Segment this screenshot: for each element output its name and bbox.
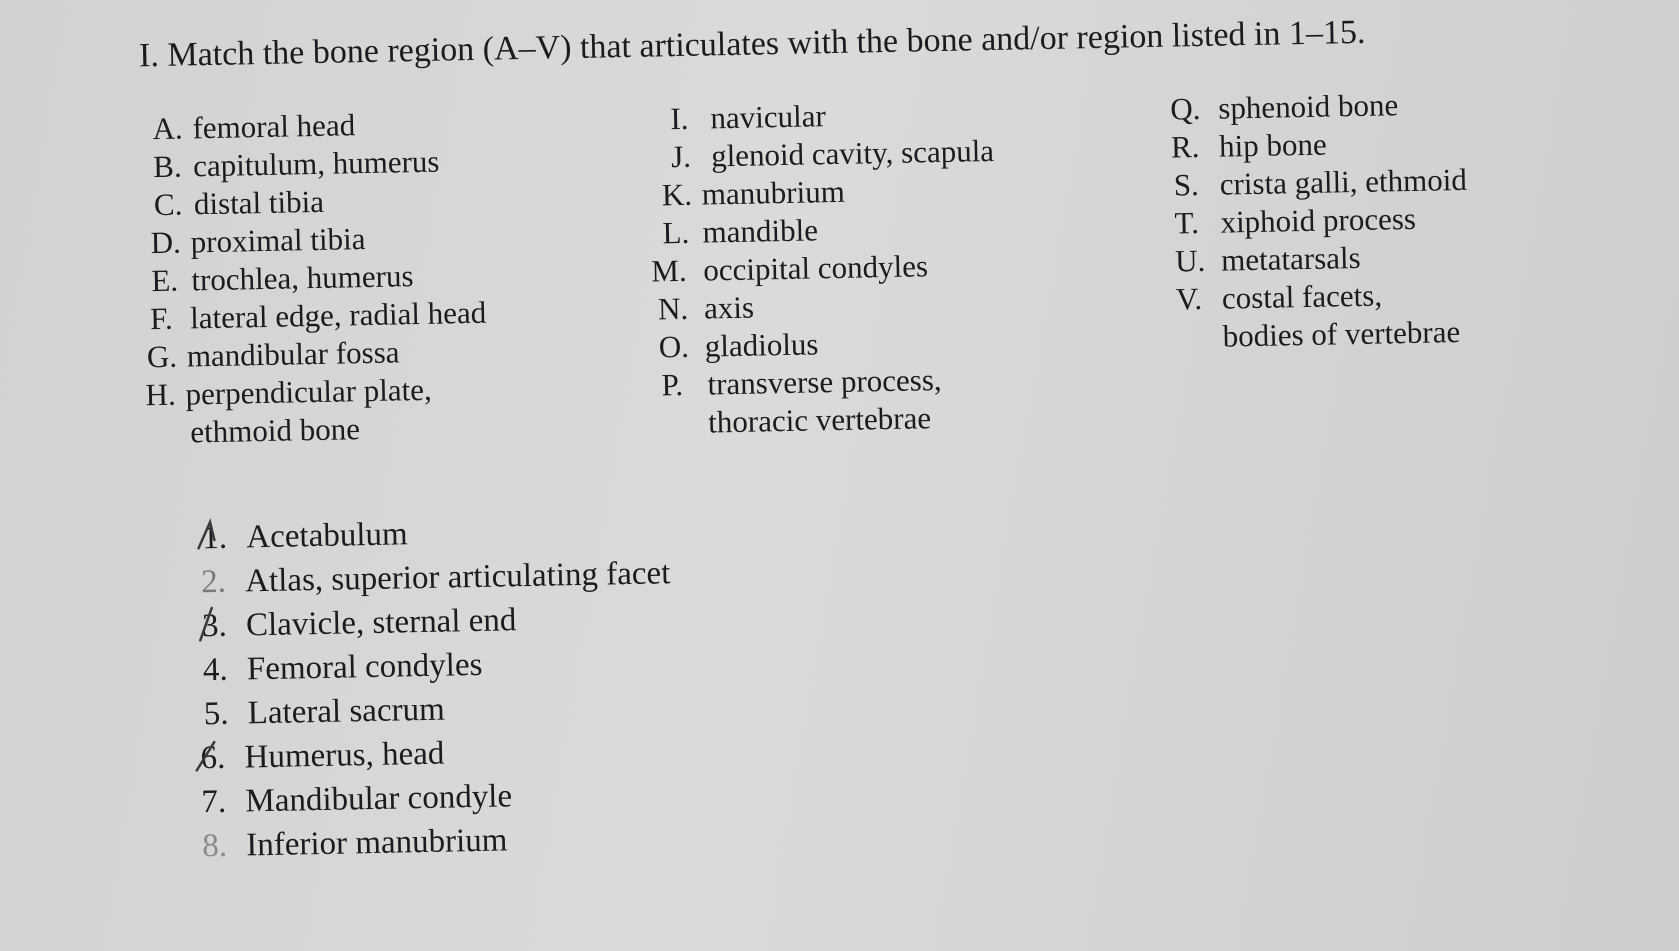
option-text: lateral edge, radial head (189, 294, 487, 336)
option-text: capitulum, humerus (192, 143, 440, 184)
option-c (154, 182, 325, 225)
option-letter: K. (661, 176, 693, 213)
option-letter: S. (1173, 167, 1200, 203)
option-t (1174, 199, 1416, 244)
option-letter: M. (650, 252, 687, 289)
option-letter: V. (1175, 280, 1203, 317)
option-letter: R. (1170, 129, 1200, 165)
question-number: 2. (200, 563, 227, 601)
option-k (661, 172, 845, 216)
option-text: trochlea, humerus (191, 258, 414, 298)
option-j (671, 131, 995, 177)
option-text: sphenoid bone (1217, 87, 1399, 126)
question-number: 5. (203, 695, 229, 733)
question-text: Inferior manubrium (245, 822, 508, 864)
option-text: gladiolus (704, 326, 819, 364)
option-h (145, 370, 432, 415)
option-text: glenoid cavity, scapula (710, 132, 995, 174)
option-text: occipital condyles (702, 248, 929, 288)
option-text: crista galli, ethmoid (1219, 161, 1468, 202)
question-4 (202, 643, 482, 692)
option-u (1175, 238, 1361, 282)
option-n (658, 288, 755, 330)
option-text: costal facets, (1221, 277, 1383, 316)
option-letter: U. (1174, 242, 1206, 279)
checkmark-icon (196, 606, 227, 643)
option-r (1171, 125, 1327, 168)
option-letter: J. (670, 138, 692, 175)
option-letter: O. (658, 328, 690, 365)
option-text: perpendicular plate, (185, 371, 433, 412)
option-text: manubrium (701, 173, 846, 212)
option-text: axis (703, 289, 755, 326)
option-letter: L. (662, 214, 690, 251)
question-text: Acetabulum (246, 516, 408, 556)
question-1 (202, 512, 408, 560)
question-6 (200, 732, 445, 781)
option-p-continued: thoracic vertebrae (707, 400, 932, 440)
question-text: Humerus, head (244, 735, 445, 776)
question-5 (203, 688, 445, 737)
option-letter: G. (146, 338, 178, 375)
option-letter: F. (149, 300, 173, 337)
question-3 (202, 598, 517, 648)
option-text: distal tibia (193, 183, 325, 222)
option-s (1173, 160, 1467, 206)
option-letter: H. (145, 376, 177, 413)
question-text: Clavicle, sternal end (245, 602, 517, 644)
option-text: mandibular fossa (186, 334, 400, 374)
exercise-title: I. Match the bone region (A–V) that articulates with the bone and/or region listed in 1–15. (138, 13, 1366, 75)
option-q (1170, 85, 1399, 129)
question-number: 8. (201, 827, 228, 865)
option-f (150, 293, 487, 339)
option-text: hip bone (1218, 126, 1327, 164)
option-text: mandible (702, 212, 819, 250)
option-m (651, 246, 928, 291)
question-number: 3. (201, 607, 228, 645)
question-number: 4. (202, 651, 228, 689)
option-letter: P. (661, 366, 684, 403)
option-text: transverse process, (707, 361, 942, 402)
question-8 (202, 818, 508, 868)
option-letter: N. (657, 290, 689, 327)
question-text: Mandibular condyle (245, 778, 513, 820)
option-letter: I. (670, 100, 689, 137)
option-text: proximal tibia (190, 221, 366, 260)
option-text: xiphoid process (1220, 200, 1417, 240)
option-d (150, 219, 366, 263)
option-text: metatarsals (1220, 239, 1361, 278)
option-h-continued: ethmoid bone (189, 411, 361, 450)
question-number: 7. (201, 783, 227, 821)
question-text: Atlas, superior articulating facet (244, 555, 671, 600)
question-text: Femoral condyles (246, 646, 483, 688)
option-b (153, 142, 440, 187)
checkmark-icon (194, 738, 225, 775)
option-letter: T. (1174, 205, 1200, 241)
option-letter: A. (152, 110, 183, 147)
option-a (152, 105, 355, 149)
option-v (1176, 276, 1383, 320)
option-letter: D. (150, 224, 182, 261)
question-number: 6. (200, 739, 226, 777)
option-text: femoral head (192, 107, 356, 146)
question-number: 1. (202, 519, 228, 557)
checkmark-icon (196, 518, 227, 555)
question-7 (201, 774, 512, 824)
option-text: navicular (710, 98, 827, 136)
question-2 (201, 551, 671, 604)
option-letter: B. (152, 148, 182, 185)
option-o (658, 324, 818, 367)
option-i (670, 96, 826, 139)
option-letter: Q. (1169, 90, 1201, 127)
option-l (662, 210, 818, 253)
question-text: Lateral sacrum (247, 691, 446, 732)
option-v-continued: bodies of vertebrae (1222, 314, 1461, 354)
option-letter: E. (151, 262, 179, 299)
option-letter: C. (153, 186, 183, 223)
